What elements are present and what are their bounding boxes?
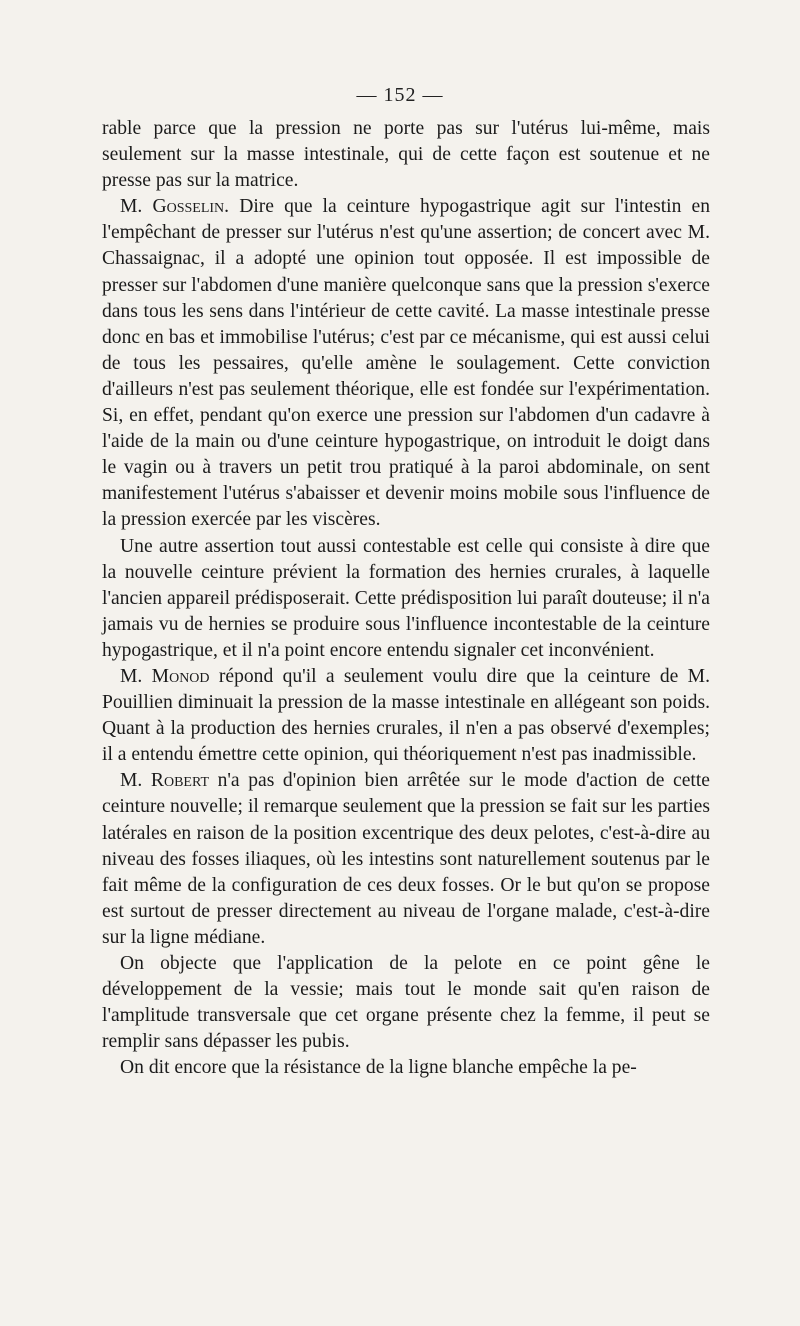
body-text — [102, 116, 710, 1081]
paragraph-4-text: répond qu'il a seulement voulu dire que la ceinture de M. Pouillien diminuait la pression de la masse intestinale en allégeant son poids. Quant à la production des hernies crurales, il n'en a pas observé d'exemples; il a entendu émettre cette opinion, qui théoriquement n'est pas inadmissible. — [102, 665, 711, 766]
speaker-name-gosselin: Gosselin — [152, 196, 225, 218]
paragraph-1-text: rable parce que la pression ne porte pas sur l'utérus lui-même, mais seulement sur la masse intestinale, qui de cette façon est soutenue et ne presse pas sur la matrice. — [102, 118, 710, 192]
paragraph-3 — [102, 534, 710, 664]
paragraph-3-text: Une autre assertion tout aussi contestable est celle qui consiste à dire que la nouvelle ceinture prévient la formation des hernies crurales, à laquelle l'ancien appareil prédisposerait. Cette prédisposition lui paraît douteuse; il n'a jamais vu de hernies se produire sous l'influence incontestable de la ceinture hypogastrique, et il n'a point encore entendu signaler cet inconvénient. — [102, 535, 710, 661]
paragraph-2 — [102, 194, 710, 533]
speaker-prefix: M. — [120, 196, 143, 218]
paragraph-6-text: On objecte que l'application de la pelote en ce point gêne le développement de la vessie; mais tout le monde sait qu'en raison de l'amplitude transversale que cet organe présente chez la femme, il peut se remplir sans dépasser les pubis. — [102, 953, 710, 1053]
page-number: — 152 — — [356, 84, 444, 106]
paragraph-2-text: . Dire que la ceinture hypogastrique agit sur l'intestin en l'empêchant de presser sur l'utérus n'est qu'une assertion; de concert avec M. Chassaignac, il a adopté une opinion tout opposée. Il est impossible de presser sur l'abdomen d'une manière quelconque sans que la pression s'exerce dans tous les sens dans l'intérieur de cette cavité. La masse intestinale presse donc en bas et immobilise l'utérus; c'est par ce mécanisme, qui est aussi celui de tous les pessaires, qu'elle amène le soulagement. Cette conviction d'ailleurs n'est pas seulement théorique, elle est fondée sur l'expérimentation. Si, en effet, pendant qu'on exerce une pression sur l'abdomen d'un cadavre à l'aide de la main ou d'une ceinture hypogastrique, on introduit le doigt dans le vagin ou à travers un petit trou pratiqué à la paroi abdominale, on sent manifestement l'utérus s'abaisser et devenir moins mobile sous l'influence de la pression exercée par les viscères. — [102, 196, 710, 531]
speaker-name-robert: Robert — [150, 770, 210, 792]
speaker-prefix: M. — [120, 665, 143, 687]
paragraph-1 — [102, 116, 710, 194]
paragraph-7-text: On dit encore que la résistance de la ligne blanche empêche la pe- — [120, 1057, 637, 1079]
paragraph-6 — [102, 951, 710, 1055]
speaker-name-monod: Monod — [151, 665, 210, 687]
paragraph-5-text: n'a pas d'opinion bien arrêtée sur le mode d'action de cette ceinture nouvelle; il remarque seulement que la pression se fait sur les parties latérales en raison de la position excentrique des deux pelotes, c'est-à-dire au niveau des fosses iliaques, où les intestins sont naturellement soutenus par le fait même de la configuration de ces deux fosses. Or le but qu'on se propose est surtout de presser directement au niveau de l'organe malade, c'est-à-dire sur la ligne médiane. — [102, 770, 710, 948]
paragraph-7 — [102, 1055, 710, 1081]
paragraph-5 — [102, 768, 710, 951]
speaker-prefix: M. — [120, 770, 143, 792]
paragraph-4 — [102, 664, 710, 768]
